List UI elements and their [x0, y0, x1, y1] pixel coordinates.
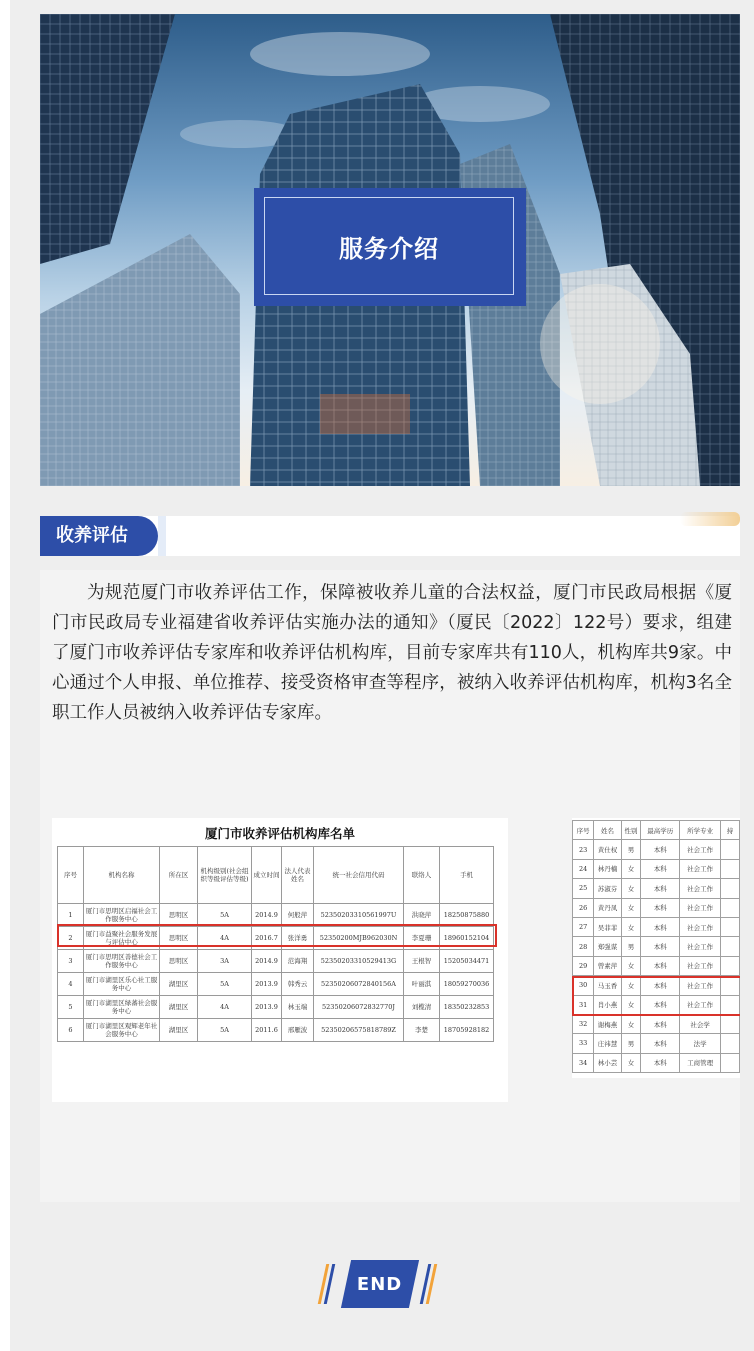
expert-table-cell: 社会工作 [680, 995, 721, 1014]
expert-table-cell: 社会工作 [680, 879, 721, 898]
org-table-cell: 18705928182 [440, 1019, 494, 1042]
org-table-cell: 4 [58, 973, 84, 996]
expert-table-cell: 谢梅燕 [594, 1014, 621, 1033]
org-table-cell: 3A [198, 950, 252, 973]
org-table-header-cell: 机构级别(社会组织等级评估等级) [198, 847, 252, 904]
org-table-cell: 厦门市思明区善德社会工作服务中心 [84, 950, 160, 973]
org-table-image [52, 818, 508, 1102]
org-table-cell: 思明区 [160, 927, 198, 950]
org-table-row [58, 973, 494, 996]
expert-table-cell: 本科 [641, 917, 680, 936]
expert-table-row [573, 1034, 740, 1053]
org-table-header-cell: 联络人 [404, 847, 440, 904]
expert-table-cell: 34 [573, 1053, 594, 1072]
section-header-glow [680, 512, 740, 526]
expert-table-cell: 本科 [641, 859, 680, 878]
expert-table-cell [720, 1053, 739, 1072]
expert-table-cell: 黄仕权 [594, 840, 621, 859]
expert-table-cell: 26 [573, 898, 594, 917]
expert-table-cell [720, 956, 739, 975]
expert-table-cell [720, 937, 739, 956]
org-table-cell: 4A [198, 927, 252, 950]
expert-table-cell: 本科 [641, 976, 680, 995]
expert-table-cell: 肖小燕 [594, 995, 621, 1014]
expert-table-cell: 30 [573, 976, 594, 995]
expert-table-cell [720, 840, 739, 859]
expert-table-row [573, 917, 740, 936]
org-table-header-cell: 成立时间 [252, 847, 282, 904]
expert-table-cell [720, 1014, 739, 1033]
expert-table-cell: 苏淑芬 [594, 879, 621, 898]
org-table-cell: 2016.7 [252, 927, 282, 950]
org-table-cell: 5A [198, 904, 252, 927]
org-table-cell: 18350232853 [440, 996, 494, 1019]
section-header [40, 516, 740, 556]
expert-table-cell: 社会工作 [680, 937, 721, 956]
expert-table-cell: 吴菲菲 [594, 917, 621, 936]
org-table-cell: 18059270036 [440, 973, 494, 996]
expert-table-cell: 本科 [641, 840, 680, 859]
hero-banner [40, 14, 740, 486]
expert-table-cell: 庄祎慧 [594, 1034, 621, 1053]
org-table-cell: 2 [58, 927, 84, 950]
expert-table-cell [720, 917, 739, 936]
org-table-cell: 思明区 [160, 950, 198, 973]
expert-table-cell [720, 859, 739, 878]
org-table-cell: 厦门市思明区启福社会工作服务中心 [84, 904, 160, 927]
org-table-cell: 1 [58, 904, 84, 927]
expert-table-cell [720, 879, 739, 898]
org-table-header-cell: 所在区 [160, 847, 198, 904]
org-table-cell: 范海翔 [282, 950, 314, 973]
end-badge-group [316, 1260, 444, 1308]
expert-table-row [573, 859, 740, 878]
org-table-cell: 52350203310529413G [314, 950, 404, 973]
org-table-cell: 厦门市湖里区绿蕃社会服务中心 [84, 996, 160, 1019]
expert-table-cell: 社会工作 [680, 859, 721, 878]
expert-table-cell: 32 [573, 1014, 594, 1033]
org-table-cell: 王根智 [404, 950, 440, 973]
expert-rows-highlight [572, 976, 740, 1016]
expert-table-cell: 社会工作 [680, 956, 721, 975]
expert-table-cell: 社会学 [680, 1014, 721, 1033]
org-table-cell: 韩秀云 [282, 973, 314, 996]
expert-table-header-cell: 性别 [621, 821, 641, 840]
page [10, 0, 754, 1351]
expert-table-row [573, 898, 740, 917]
end-right-bars [424, 1264, 432, 1304]
expert-table-cell: 25 [573, 879, 594, 898]
org-table-cell: 李夏珊 [404, 927, 440, 950]
org-table-cell: 4A [198, 996, 252, 1019]
org-table-cell: 2011.6 [252, 1019, 282, 1042]
org-table-cell: 52350200MJB962030N [314, 927, 404, 950]
org-table-cell: 厦门市湖里区观辉老年社会服务中心 [84, 1019, 160, 1042]
expert-table-cell: 28 [573, 937, 594, 956]
end-badge [341, 1260, 419, 1308]
expert-table-header-cell: 最高学历 [641, 821, 680, 840]
expert-table-cell: 本科 [641, 937, 680, 956]
org-table-cell: 2013.9 [252, 996, 282, 1019]
org-table-cell: 3 [58, 950, 84, 973]
section-header-stripe [158, 516, 166, 556]
org-table-cell: 15205034471 [440, 950, 494, 973]
expert-table-cell: 法学 [680, 1034, 721, 1053]
org-table-header-cell: 序号 [58, 847, 84, 904]
expert-table-cell: 曾素萍 [594, 956, 621, 975]
org-table-cell: 湖里区 [160, 996, 198, 1019]
org-table-cell: 洪晓萍 [404, 904, 440, 927]
org-table-cell: 5A [198, 1019, 252, 1042]
org-table-cell: 林玉端 [282, 996, 314, 1019]
expert-table-cell: 女 [621, 879, 641, 898]
expert-table-cell [720, 1034, 739, 1053]
expert-table-cell: 女 [621, 1014, 641, 1033]
org-table-cell: 邢雁波 [282, 1019, 314, 1042]
org-table-row [58, 1019, 494, 1042]
expert-table-header-cell: 姓名 [594, 821, 621, 840]
expert-table-row [573, 879, 740, 898]
expert-table-cell: 31 [573, 995, 594, 1014]
hero-title-box [254, 188, 526, 306]
org-table-cell: 厦门市益聚社会服务发展与评估中心 [84, 927, 160, 950]
expert-table-cell: 马玉香 [594, 976, 621, 995]
expert-table-cell: 女 [621, 898, 641, 917]
org-table-cell: 5A [198, 973, 252, 996]
section-title: 收养评估 [56, 525, 128, 546]
expert-table-cell: 女 [621, 956, 641, 975]
org-table-cell: 湖里区 [160, 1019, 198, 1042]
expert-table-cell: 33 [573, 1034, 594, 1053]
expert-table-cell: 男 [621, 1034, 641, 1053]
expert-table-cell: 社会工作 [680, 898, 721, 917]
intro-paragraph: 为规范厦门市收养评估工作，保障被收养儿童的合法权益，厦门市民政局根据《厦门市民政局专业福建省收养评估实施办法的通知》（厦民〔2022〕122号）要求，组建了厦门市收养评估专家库和收养评估机构库，目前专家库共有110人，机构库共9家。中心通过个人申报、单位推荐、接受资格审查等程序，被纳入收养评估机构库，机构3名全职工作人员被纳入收养评估专家库。 [52, 583, 732, 723]
org-table-cell: 52350206072840156A [314, 973, 404, 996]
expert-table-cell: 男 [621, 840, 641, 859]
org-table-header-cell: 手机 [440, 847, 494, 904]
org-table-cell: 湖里区 [160, 973, 198, 996]
org-table-header-cell: 法人代表姓名 [282, 847, 314, 904]
org-table-header-cell: 机构名称 [84, 847, 160, 904]
expert-table-cell: 女 [621, 995, 641, 1014]
org-table-cell: 思明区 [160, 904, 198, 927]
org-table-header-cell: 统一社会信用代码 [314, 847, 404, 904]
expert-table-cell: 女 [621, 859, 641, 878]
org-table-cell: 何般萍 [282, 904, 314, 927]
expert-table-cell: 29 [573, 956, 594, 975]
org-table-cell: 2014.9 [252, 904, 282, 927]
expert-table-row [573, 840, 740, 859]
org-table-cell: 6 [58, 1019, 84, 1042]
org-table-title: 厦门市收养评估机构库名单 [204, 826, 355, 841]
expert-table-cell: 社会工作 [680, 840, 721, 859]
org-table-cell: 18960152104 [440, 927, 494, 950]
org-table-cell: 张洋勇 [282, 927, 314, 950]
org-table-cell: 18250875880 [440, 904, 494, 927]
expert-table-cell: 林小芸 [594, 1053, 621, 1072]
org-table-cell: 52350206575818789Z [314, 1019, 404, 1042]
org-table-cell: 2014.9 [252, 950, 282, 973]
end-label: END [357, 1273, 403, 1295]
expert-table-header-cell: 所学专业 [680, 821, 721, 840]
expert-table-cell: 社会工作 [680, 917, 721, 936]
expert-table [572, 820, 740, 1073]
org-table-row [58, 996, 494, 1019]
hero-title: 服务介绍 [264, 197, 514, 295]
org-table-cell: 52350206072832770J [314, 996, 404, 1019]
org-table-row [58, 950, 494, 973]
expert-table-cell: 本科 [641, 1053, 680, 1072]
expert-table-row [573, 1053, 740, 1072]
expert-table-cell: 本科 [641, 1014, 680, 1033]
expert-table-cell: 23 [573, 840, 594, 859]
expert-table-header-cell: 序号 [573, 821, 594, 840]
expert-table-cell: 本科 [641, 879, 680, 898]
expert-table-row [573, 956, 740, 975]
expert-table-cell: 24 [573, 859, 594, 878]
expert-table-cell: 社会工作 [680, 976, 721, 995]
expert-table-cell: 林丹楠 [594, 859, 621, 878]
expert-table-cell: 工商管理 [680, 1053, 721, 1072]
org-table-cell: 52350203310561997U [314, 904, 404, 927]
expert-table-cell: 女 [621, 976, 641, 995]
expert-table-cell: 黄丹凤 [594, 898, 621, 917]
expert-table-cell [720, 898, 739, 917]
expert-table-cell: 本科 [641, 956, 680, 975]
expert-table-image [572, 818, 740, 1078]
end-left-bars [322, 1264, 330, 1304]
expert-table-cell: 本科 [641, 898, 680, 917]
expert-table-cell: 本科 [641, 995, 680, 1014]
expert-table-row [573, 1014, 740, 1033]
expert-table-header-cell: 持 [720, 821, 739, 840]
org-table-cell: 厦门市湖里区乐心社工服务中心 [84, 973, 160, 996]
expert-table-cell: 27 [573, 917, 594, 936]
org-row-highlight [57, 924, 497, 947]
org-table-cell: 李楚 [404, 1019, 440, 1042]
expert-table-cell: 郑强谋 [594, 937, 621, 956]
org-table-cell: 叶丽淇 [404, 973, 440, 996]
org-table-cell: 2013.9 [252, 973, 282, 996]
org-table-cell: 5 [58, 996, 84, 1019]
org-table-cell: 刘榄清 [404, 996, 440, 1019]
expert-table-cell: 女 [621, 917, 641, 936]
expert-table-cell: 本科 [641, 1034, 680, 1053]
expert-table-cell: 男 [621, 937, 641, 956]
expert-table-row [573, 937, 740, 956]
expert-table-cell: 女 [621, 1053, 641, 1072]
content-card [40, 570, 740, 1202]
